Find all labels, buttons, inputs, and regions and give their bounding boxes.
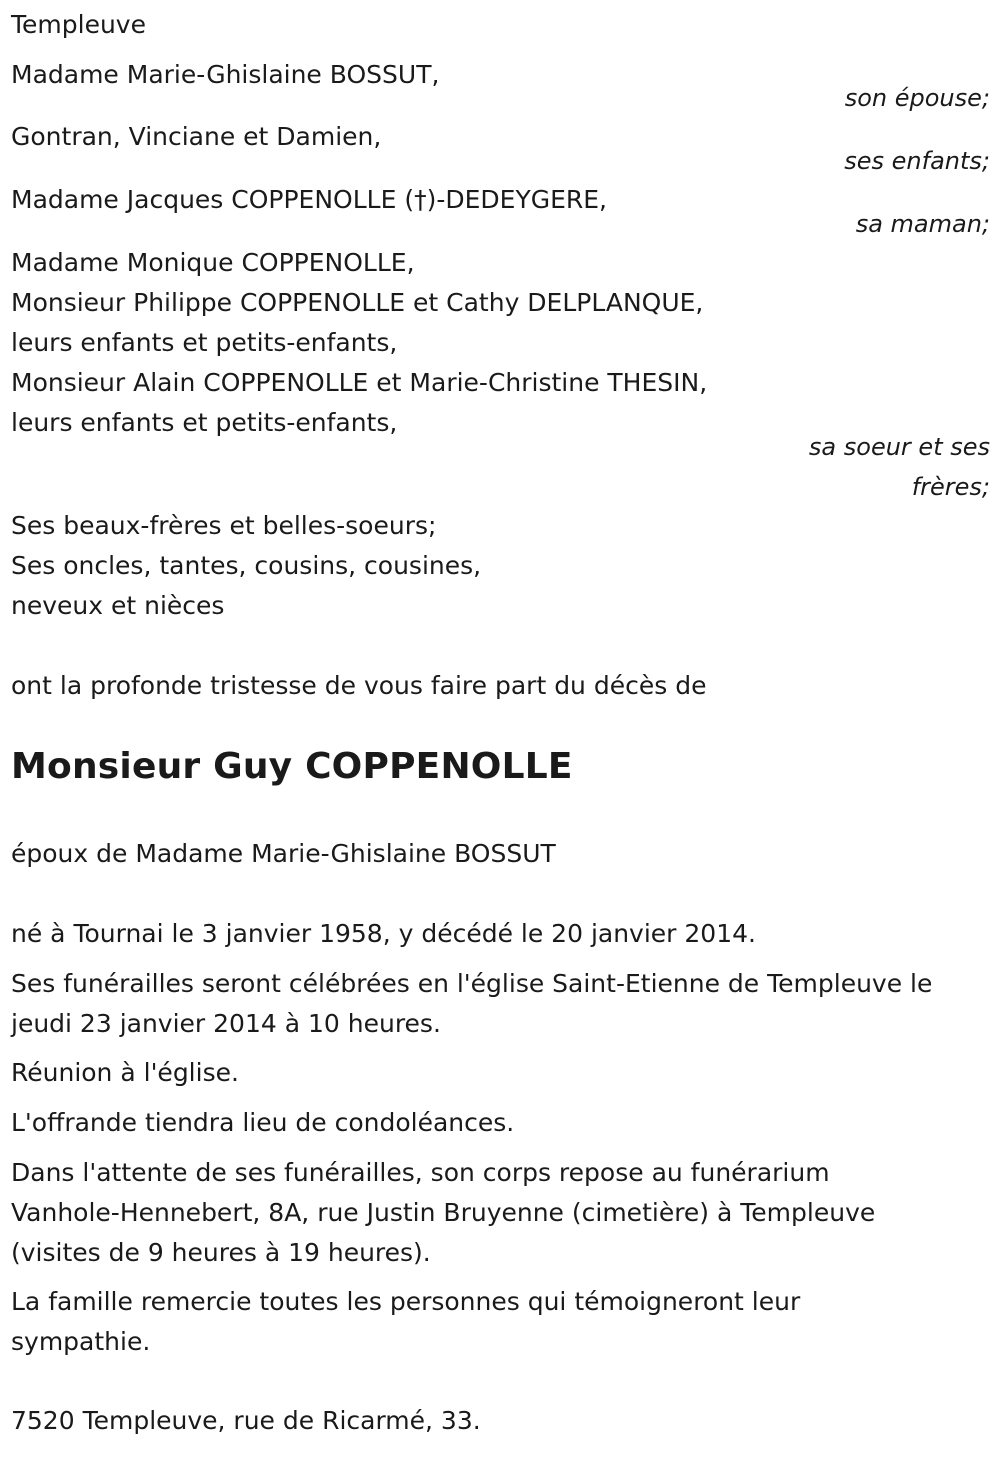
relation-mother: sa maman;: [855, 210, 990, 238]
relation-siblings: sa soeur et ses: [808, 433, 990, 461]
extended-family-line: Ses oncles, tantes, cousins, cousines,: [11, 551, 482, 580]
meeting-line: Réunion à l'église.: [11, 1058, 239, 1087]
extended-family-line: neveux et nièces: [11, 591, 225, 620]
sibling-line: Madame Monique COPPENOLLE,: [11, 248, 415, 277]
thanks-line: La famille remercie toutes les personnes qui témoigneront leur: [11, 1287, 801, 1316]
sibling-line: Monsieur Alain COPPENOLLE et Marie-Christine THESIN,: [11, 368, 708, 397]
repose-line: Vanhole-Hennebert, 8A, rue Justin Bruyenne (cimetière) à Templeuve: [11, 1198, 876, 1227]
family-member-mother: Madame Jacques COPPENOLLE (†)-DEDEYGERE,: [11, 185, 607, 214]
funeral-line: jeudi 23 janvier 2014 à 10 heures.: [11, 1009, 441, 1038]
offering-line: L'offrande tiendra lieu de condoléances.: [11, 1108, 515, 1137]
sibling-line: leurs enfants et petits-enfants,: [11, 408, 398, 437]
sibling-line: leurs enfants et petits-enfants,: [11, 328, 398, 357]
relation-children: ses enfants;: [844, 147, 990, 175]
thanks-line: sympathie.: [11, 1327, 151, 1356]
place-header: Templeuve: [11, 10, 146, 39]
announcement: ont la profonde tristesse de vous faire part du décès de: [11, 671, 707, 700]
funeral-line: Ses funérailles seront célébrées en l'église Saint-Etienne de Templeuve le: [11, 969, 933, 998]
sibling-line: Monsieur Philippe COPPENOLLE et Cathy DELPLANQUE,: [11, 288, 704, 317]
deceased-name: Monsieur Guy COPPENOLLE: [11, 746, 573, 787]
spouse-line: époux de Madame Marie-Ghislaine BOSSUT: [11, 839, 556, 868]
repose-line: (visites de 9 heures à 19 heures).: [11, 1238, 431, 1267]
birth-death-line: né à Tournai le 3 janvier 1958, y décédé le 20 janvier 2014.: [11, 919, 756, 948]
extended-family-line: Ses beaux-frères et belles-soeurs;: [11, 511, 437, 540]
relation-siblings: frères;: [911, 473, 990, 501]
address: 7520 Templeuve, rue de Ricarmé, 33.: [11, 1406, 481, 1435]
family-member-spouse: Madame Marie-Ghislaine BOSSUT,: [11, 60, 440, 89]
family-member-children: Gontran, Vinciane et Damien,: [11, 122, 382, 151]
repose-line: Dans l'attente de ses funérailles, son corps repose au funérarium: [11, 1158, 830, 1187]
relation-spouse: son épouse;: [844, 84, 990, 112]
